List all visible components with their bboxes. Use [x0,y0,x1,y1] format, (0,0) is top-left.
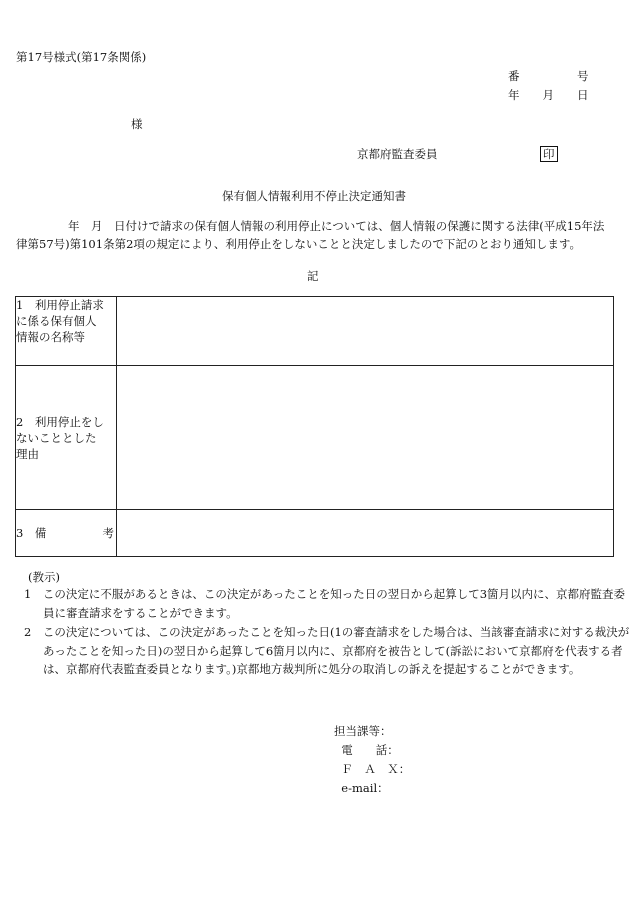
form-table [15,296,614,557]
contact-phone: 電 話： [334,743,399,757]
label-line: 1 利用停止請求 [16,298,104,312]
row-label-request-info [16,297,117,366]
contact-department: 担当課等： [334,724,392,738]
body-text: 年 月 日付けで請求の保有個人情報の利用停止については、個人情報の保護に関する法律(平成15年法律第57号)第101条第2項の規定により、利用停止をしないことと決定しましたので下記のとおり通知します。 [16,219,605,251]
remarks-field[interactable] [117,510,614,557]
label-line: に係る保有個人 [16,314,97,328]
table-row [16,297,614,366]
notice-item-2: 2 この決定については、この決定があったことを知った日(1の審査請求をした場合は、当該審査請求に対する裁決があったことを知った日)の翌日から起算して6箇月以内に、京都府を被告として(訴訟において京都府を代表する者は、京都府代表監査委員となります。)京都地方裁判所に処分の取消しの訴えを提起することができます。 [24,625,630,676]
label-line: ないこととした [16,430,97,445]
ki-heading: 記 [307,269,319,283]
table-row [16,366,614,510]
label-line: 理由 [16,446,39,461]
row-label-reason [16,366,117,510]
request-info-field[interactable] [117,297,614,366]
contact-email: e-mail： [334,781,389,795]
document-date-label: 年 月 日 [508,88,589,102]
sender-name: 京都府監査委員 [357,147,438,161]
form-number: 第17号様式(第17条関係) [16,50,147,64]
reason-field[interactable] [117,366,614,510]
seal-mark [540,146,558,162]
addressee-honorific: 様 [131,117,143,131]
seal-label: 印 [540,146,558,162]
remarks-label-start: 3 備 [16,526,47,540]
label-line: 情報の名称等 [16,330,85,344]
label-line: 2 利用停止をし [16,414,104,429]
document-title: 保有個人情報利用不停止決定通知書 [222,189,406,203]
notice-heading: (教示) [28,570,60,584]
remarks-label-end: 考 [102,526,114,540]
row-label-remarks [16,510,117,557]
document-number-label: 番 号 [508,69,589,83]
contact-fax: Ｆ Ａ Ｘ： [334,762,411,776]
table-row [16,510,614,557]
notice-item-1: 1 この決定に不服があるときは、この決定があったことを知った日の翌日から起算して3箇月以内に、京都府監査委員に審査請求をすることができます。 [24,587,626,620]
